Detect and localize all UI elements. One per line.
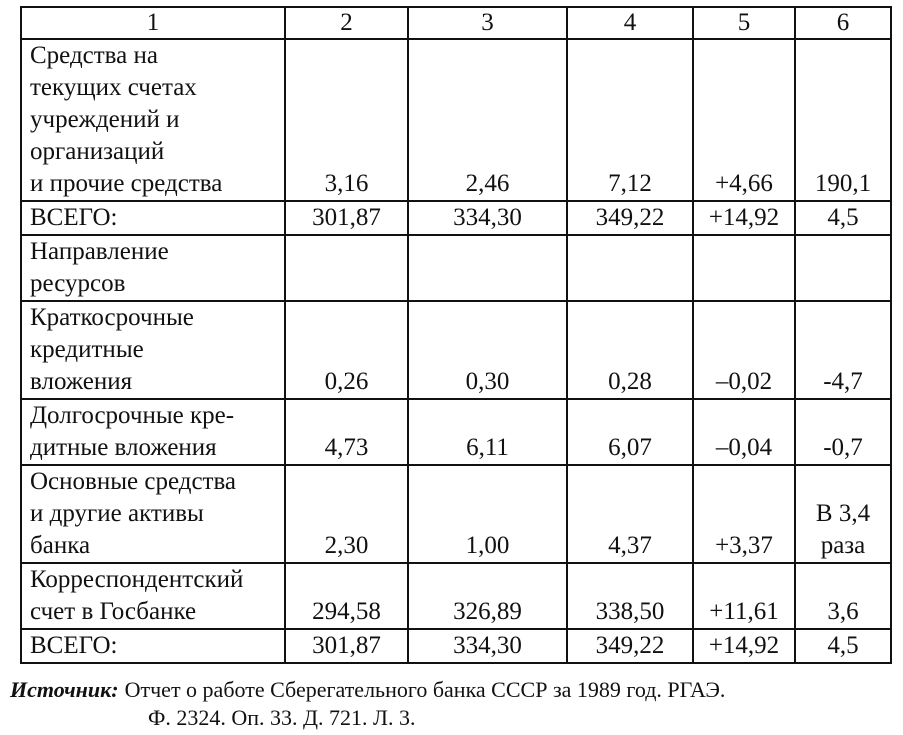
column-header: 2 [285,7,408,39]
table-cell: 349,22 [567,629,693,663]
table-cell: 4,73 [285,399,408,465]
table-row [21,201,891,235]
column-header: 3 [408,7,567,39]
table-cell: +14,92 [693,629,795,663]
table-row [21,39,891,201]
source-note [10,676,890,732]
table-cell: 3,16 [285,39,408,201]
table-cell: 2,46 [408,39,567,201]
table-cell: 349,22 [567,201,693,235]
column-header: 1 [21,7,285,39]
data-table [20,6,892,664]
table-cell [567,235,693,301]
table-row [21,629,891,663]
table-row [21,235,891,301]
table-cell: 4,5 [795,201,891,235]
table-cell: 338,50 [567,563,693,629]
column-header: 4 [567,7,693,39]
table-cell: –0,04 [693,399,795,465]
table-cell: 190,1 [795,39,891,201]
source-text-line2: Ф. 2324. Оп. 33. Д. 721. Л. 3. [148,705,416,730]
table-cell: 3,6 [795,563,891,629]
row-label: Основные средства и другие активы банка [21,465,285,563]
table-cell: 301,87 [285,629,408,663]
row-label: Корреспондентский счет в Госбанке [21,563,285,629]
table-cell: -0,7 [795,399,891,465]
table-cell: +4,66 [693,39,795,201]
source-label: Источник: [10,677,119,702]
table-cell: 2,30 [285,465,408,563]
table-row [21,399,891,465]
table-cell: 0,26 [285,301,408,399]
table-cell [795,235,891,301]
table-cell [693,235,795,301]
table-cell: 1,00 [408,465,567,563]
table-cell: +3,37 [693,465,795,563]
table-cell: +11,61 [693,563,795,629]
source-text-line1: Отчет о работе Сберегательного банка СССР за 1989 год. РГАЭ. [124,677,726,702]
row-label: ВСЕГО: [21,201,285,235]
table-cell: 6,11 [408,399,567,465]
table-cell: 4,37 [567,465,693,563]
table-cell: -4,7 [795,301,891,399]
table-cell [408,235,567,301]
row-label: Средства на текущих счетах учреждений и организаций и прочие средства [21,39,285,201]
table-row [21,563,891,629]
table-cell: В 3,4 раза [795,465,891,563]
table-cell: 7,12 [567,39,693,201]
table-cell: 334,30 [408,629,567,663]
row-label: Направление ресурсов [21,235,285,301]
table-cell [285,235,408,301]
table-cell: 0,28 [567,301,693,399]
table-cell: 334,30 [408,201,567,235]
row-label: Долгосрочные кре- дитные вложения [21,399,285,465]
table-cell: 0,30 [408,301,567,399]
row-label: Краткосрочные кредитные вложения [21,301,285,399]
table-cell: –0,02 [693,301,795,399]
table-header-row [21,7,891,39]
table-cell: 301,87 [285,201,408,235]
row-label: ВСЕГО: [21,629,285,663]
table-cell: 6,07 [567,399,693,465]
table-row [21,465,891,563]
table-cell: +14,92 [693,201,795,235]
table-cell: 4,5 [795,629,891,663]
table-cell: 326,89 [408,563,567,629]
column-header: 5 [693,7,795,39]
table-cell: 294,58 [285,563,408,629]
column-header: 6 [795,7,891,39]
table-row [21,301,891,399]
